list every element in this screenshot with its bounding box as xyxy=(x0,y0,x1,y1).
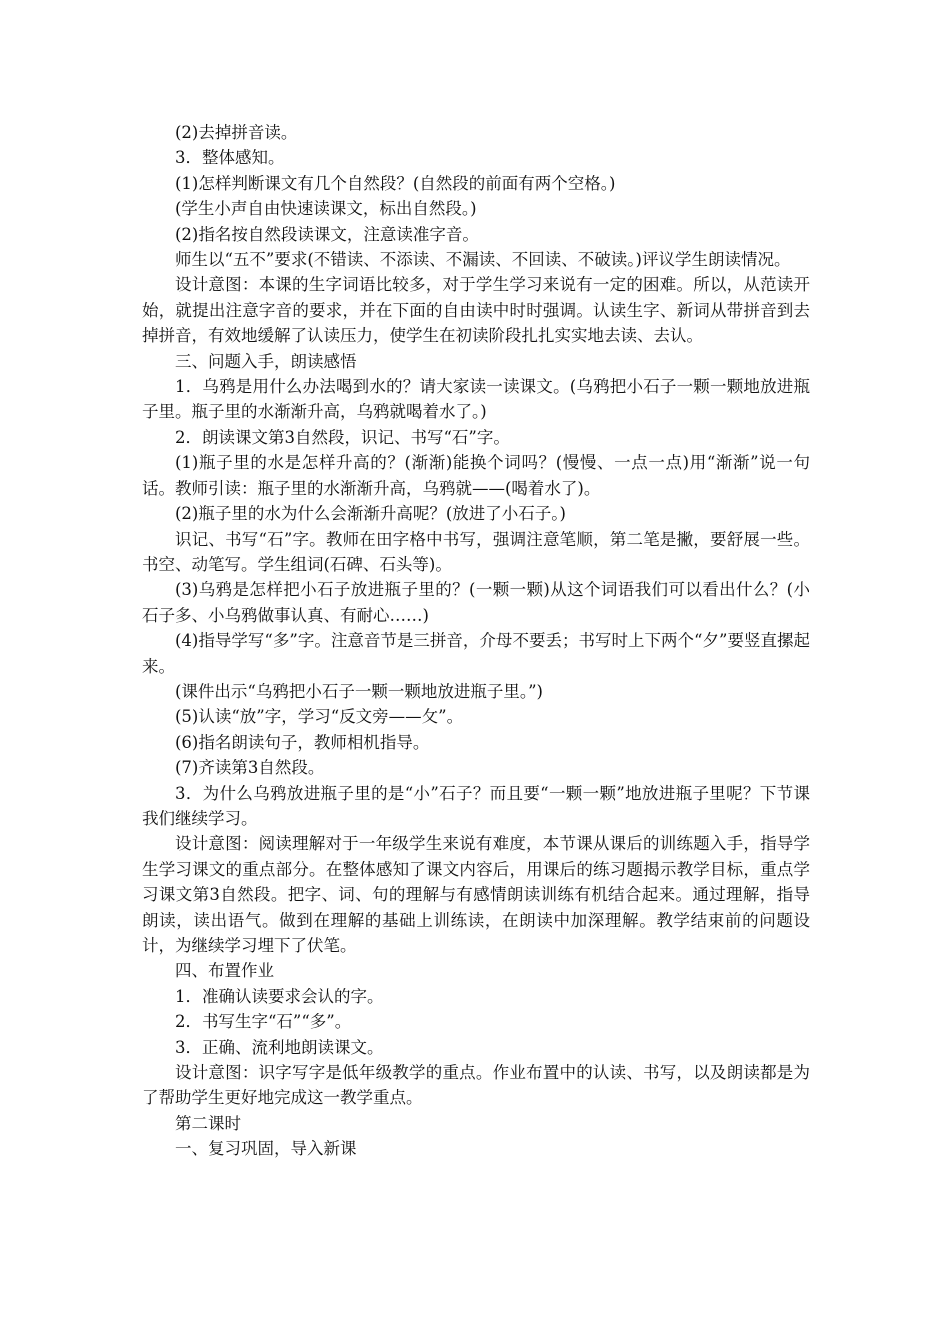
paragraph-how-to-count-paragraphs: (1)怎样判断课文有几个自然段？(自然段的前面有两个空格。) xyxy=(175,173,616,193)
paragraph-homework-3: 3．正确、流利地朗读课文。 xyxy=(175,1037,384,1057)
paragraph-sub-6: (6)指名朗读句子，教师相机指导。 xyxy=(175,732,430,752)
paragraph-sub-2: (2)瓶子里的水为什么会渐渐升高呢？(放进了小石子。) xyxy=(175,504,566,524)
section-heading-3: 三、问题入手，朗读感悟 xyxy=(175,351,357,371)
lesson-heading-second: 第二课时 xyxy=(175,1113,241,1133)
paragraph-sub-1: (1)瓶子里的水是怎样升高的？(渐渐)能换个词吗？(慢慢、一点一点)用“渐渐”说一句话。教师引读：瓶子里的水渐渐升高，乌鸦就——(喝着水了)。 xyxy=(142,453,810,498)
paragraph-sub-7: (7)齐读第3自然段。 xyxy=(175,758,325,778)
paragraph-five-no-requirements: 师生以“五不”要求(不错读、不添读、不漏读、不回读、不破读。)评议学生朗读情况。 xyxy=(175,250,791,270)
paragraph-courseware-display: (课件出示“乌鸦把小石子一颗一颗地放进瓶子里。”) xyxy=(175,681,543,701)
paragraph-sub-3: (3)乌鸦是怎样把小石子放进瓶子里的？(一颗一颗)从这个词语我们可以看出什么？(小石子多、小乌鸦做事认真、有耐心……) xyxy=(142,580,810,625)
paragraph-write-shi: 识记、书写“石”字。教师在田字格中书写，强调注意笔顺，第二笔是撇，要舒展一些。书空、动笔写。学生组词(石碑、石头等)。 xyxy=(142,529,810,574)
paragraph-homework-2: 2．书写生字“石”“多”。 xyxy=(175,1012,352,1032)
paragraph-overall-perception: 3．整体感知。 xyxy=(175,148,285,168)
paragraph-design-intent-3: 设计意图：识字写字是低年级教学的重点。作业布置中的认读、书写，以及朗读都是为了帮助学生更好地完成这一教学重点。 xyxy=(142,1063,810,1108)
section-heading-4: 四、布置作业 xyxy=(175,961,274,981)
paragraph-question-2: 2．朗读课文第3自然段，识记、书写“石”字。 xyxy=(175,427,510,447)
paragraph-sub-5: (5)认读“放”字，学习“反文旁——攵”。 xyxy=(175,707,464,727)
paragraph-students-read-silently: (学生小声自由快速读课文，标出自然段。) xyxy=(175,199,477,219)
paragraph-design-intent-1: 设计意图：本课的生字词语比较多，对于学生学习来说有一定的困难。所以，从范读开始，就提出注意字音的要求，并在下面的自由读中时时强调。认读生字、新词从带拼音到去掉拼音，有效地缓解了认读压力，使学生在初读阶段扎扎实实地去读、去认。 xyxy=(142,275,810,346)
paragraph-homework-1: 1．准确认读要求会认的字。 xyxy=(175,986,384,1006)
paragraph-step-2-read-without-pinyin: (2)去掉拼音读。 xyxy=(175,123,298,142)
paragraph-question-3: 3．为什么乌鸦放进瓶子里的是“小”石子？而且要“一颗一颗”地放进瓶子里呢？下节课我们继续学习。 xyxy=(142,783,810,828)
document-body xyxy=(142,120,810,1162)
paragraph-sub-4: (4)指导学写“多”字。注意音节是三拼音，介母不要丢；书写时上下两个“夕”要竖直摞起来。 xyxy=(142,631,810,676)
paragraph-design-intent-2: 设计意图：阅读理解对于一年级学生来说有难度，本节课从课后的训练题入手，指导学生学习课文的重点部分。在整体感知了课文内容后，用课后的练习题揭示教学目标，重点学习课文第3自然段。把字、词、句的理解与有感情朗读训练有机结合起来。通过理解，指导朗读，读出语气。做到在理解的基础上训练读，在朗读中加深理解。教学结束前的问题设计，为继续学习埋下了伏笔。 xyxy=(142,834,810,955)
section-heading-1-review: 一、复习巩固，导入新课 xyxy=(175,1139,357,1159)
paragraph-question-1: 1．乌鸦是用什么办法喝到水的？请大家读一读课文。(乌鸦把小石子一颗一颗地放进瓶子里。瓶子里的水渐渐升高，乌鸦就喝着水了。) xyxy=(142,377,810,422)
paragraph-read-by-paragraph: (2)指名按自然段读课文，注意读准字音。 xyxy=(175,224,479,244)
